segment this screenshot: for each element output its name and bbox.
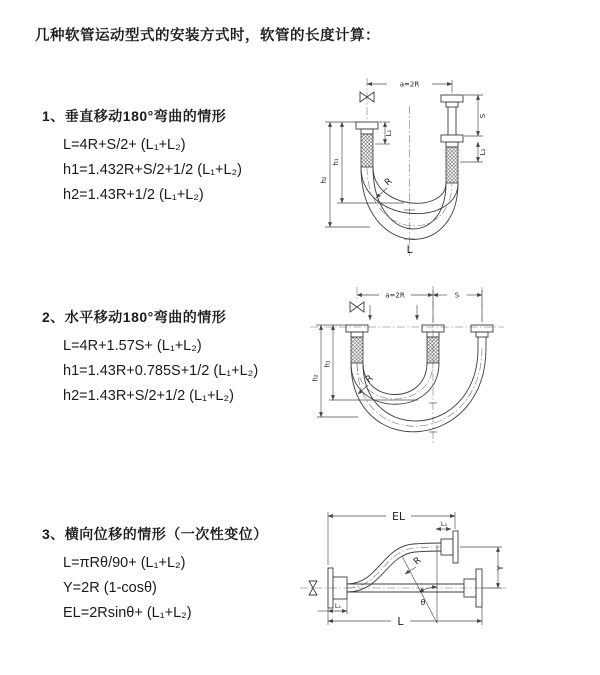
- braided-hose-section: [446, 147, 458, 183]
- dim-label-a2r: a=2R: [399, 80, 420, 89]
- centerlines: [367, 78, 415, 256]
- dim-label-a2r: a=2R: [385, 291, 405, 300]
- formula-l: L=πRθ/90+ (L₁+L₂): [63, 555, 186, 571]
- centerlines: [300, 547, 506, 588]
- dim-label-l-total: L: [406, 244, 413, 256]
- left-fitting: [346, 325, 368, 363]
- section-horizontal-180: [42, 307, 258, 409]
- dim-l2: [436, 520, 451, 529]
- dim-label-r: R: [383, 176, 395, 189]
- section-vertical-180: [42, 106, 242, 208]
- formula-l: L=4R+1.57S+ (L₁+L₂): [63, 338, 202, 354]
- top-dimension-s: [433, 290, 482, 322]
- valve-icon: [350, 302, 364, 312]
- dim-h1: [324, 325, 419, 400]
- formula-l: L=4R+S/2+ (L₁+L₂): [63, 137, 186, 153]
- dim-l2: [460, 142, 487, 162]
- displaced-hose: [347, 531, 458, 592]
- diagram-horizontal-180: [308, 282, 580, 467]
- braided-hose-section: [427, 337, 439, 363]
- formula-h2: h2=1.43R+S/2+1/2 (L₁+L₂): [63, 388, 234, 404]
- braided-hose-section: [361, 134, 373, 167]
- left-fitting: [356, 122, 378, 167]
- radius-callout: [376, 177, 394, 198]
- dim-label-el: EL: [391, 510, 406, 523]
- top-dimension-a2r: [357, 292, 433, 300]
- dim-label-l1: L₁: [334, 602, 342, 610]
- dim-label-r: R: [412, 555, 424, 568]
- dim-label-y: Y: [496, 565, 505, 571]
- dim-y: [460, 547, 505, 588]
- dim-label-l2: L₂: [479, 148, 487, 156]
- formula-h2: h2=1.43R+1/2 (L₁+L₂): [63, 187, 204, 203]
- formula-h1: h1=1.43R+0.785S+1/2 (L₁+L₂): [63, 363, 259, 379]
- dim-l-total: [328, 607, 482, 628]
- radius-callout: [405, 556, 423, 574]
- dim-label-l: L: [397, 615, 404, 628]
- dim-label-r: R: [364, 373, 376, 386]
- right-fitting-moved: [471, 325, 493, 348]
- dim-label-l1: L₁: [385, 129, 393, 137]
- dim-label-s: S: [479, 113, 487, 119]
- leader-arrows: [370, 305, 417, 320]
- dim-label-s: S: [454, 291, 460, 300]
- radius-callout: [358, 374, 375, 394]
- diagram-vertical-180: [308, 72, 570, 260]
- formula-h1: h1=1.432R+S/2+1/2 (L₁+L₂): [63, 162, 243, 178]
- page-title: 几种软管运动型式的安装方式时，软管的长度计算：: [35, 28, 380, 44]
- dim-label-theta: θ: [420, 598, 426, 607]
- section-lateral-displacement: [42, 524, 268, 626]
- dim-label-h1: h₁: [332, 158, 340, 166]
- dim-label-h2: h₂: [320, 176, 328, 184]
- formula-el: EL=2Rsinθ+ (L₁+L₂): [63, 605, 192, 621]
- right-fitting: [441, 95, 463, 183]
- section-1-heading: 1、垂直移动180°弯曲的情形: [42, 108, 227, 124]
- dim-label-h1: h₁: [323, 360, 332, 368]
- top-dimension: [367, 80, 452, 93]
- section-3-heading: 3、横向位移的情形（一次性变位）: [42, 526, 268, 542]
- dim-l1: [318, 599, 347, 614]
- dim-label-h2: h₂: [311, 374, 320, 382]
- formula-y: Y=2R (1-cosθ): [63, 580, 157, 596]
- hose-loops: [351, 348, 486, 432]
- braided-hose-section: [351, 337, 363, 363]
- dim-label-l2: L₂: [440, 520, 448, 528]
- section-2-heading: 2、水平移动180°弯曲的情形: [42, 309, 227, 325]
- diagram-lateral-displacement: [298, 503, 593, 661]
- dim-el: [328, 510, 455, 565]
- dim-s: [464, 95, 487, 136]
